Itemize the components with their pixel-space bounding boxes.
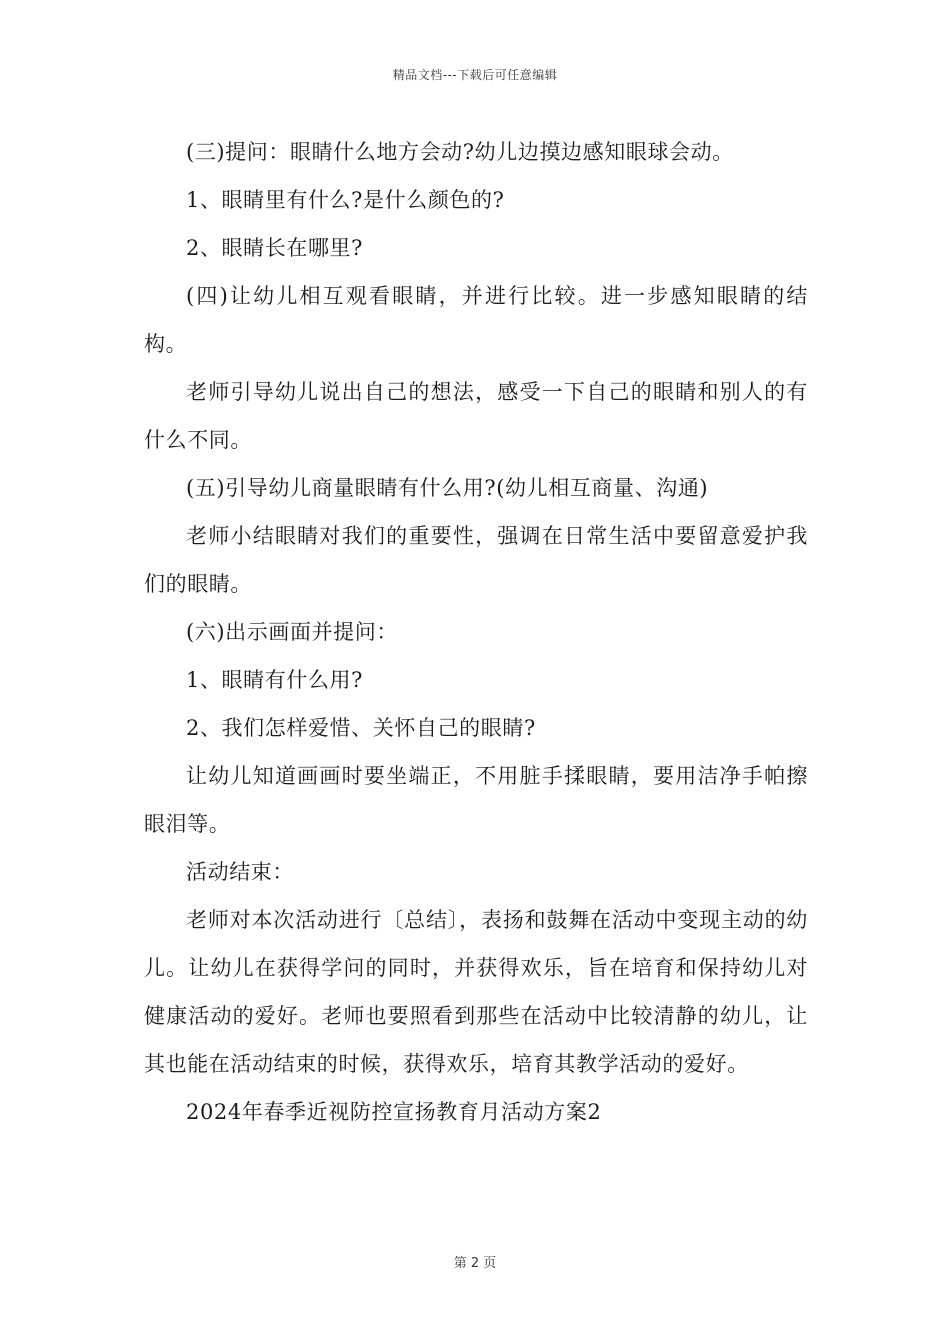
paragraph-activity-end-heading: 活动结束： <box>186 860 294 884</box>
paragraph-step-4: (四)让幼儿相互观看眼睛，并进行比较。进一步感知眼睛的结构。 <box>144 284 808 356</box>
document-body <box>144 128 808 1136</box>
paragraph-step-5: (五)引导幼儿商量眼睛有什么用?(幼儿相互商量、沟通) <box>186 476 709 500</box>
paragraph-sub-question-3: 1、眼睛有什么用? <box>186 668 364 692</box>
paragraph-teacher-guide: 老师引导幼儿说出自己的想法，感受一下自己的眼睛和别人的有什么不同。 <box>144 380 808 452</box>
paragraph-step-6: (六)出示画面并提问： <box>186 620 398 644</box>
paragraph-eye-care: 让幼儿知道画画时要坐端正，不用脏手揉眼睛，要用洁净手帕擦眼泪等。 <box>144 764 808 836</box>
paragraph-teacher-summary: 老师小结眼睛对我们的重要性，强调在日常生活中要留意爱护我们的眼睛。 <box>144 524 808 596</box>
paragraph-question-3: (三)提问：眼睛什么地方会动?幼儿边摸边感知眼球会动。 <box>186 140 734 164</box>
paragraph-activity-end-summary: 老师对本次活动进行〔总结〕，表扬和鼓舞在活动中变现主动的幼儿。让幼儿在获得学问的同时，并获得欢乐，旨在培育和保持幼儿对健康活动的爱好。老师也要照看到那些在活动中比较清静的幼儿，让其也能在活动结束的时候，获得欢乐，培育其教学活动的爱好。 <box>144 908 808 1076</box>
paragraph-sub-question-4: 2、我们怎样爱惜、关怀自己的眼睛? <box>186 716 536 740</box>
paragraph-next-plan-title: 2024年春季近视防控宣扬教育月活动方案2 <box>186 1100 602 1124</box>
paragraph-sub-question-2: 2、眼睛长在哪里? <box>186 236 364 260</box>
page-number: 第 2 页 <box>453 1256 497 1271</box>
paragraph-sub-question-1: 1、眼睛里有什么?是什么颜色的? <box>186 188 505 212</box>
page-header: 精品文档---下载后可任意编辑 <box>392 68 558 82</box>
